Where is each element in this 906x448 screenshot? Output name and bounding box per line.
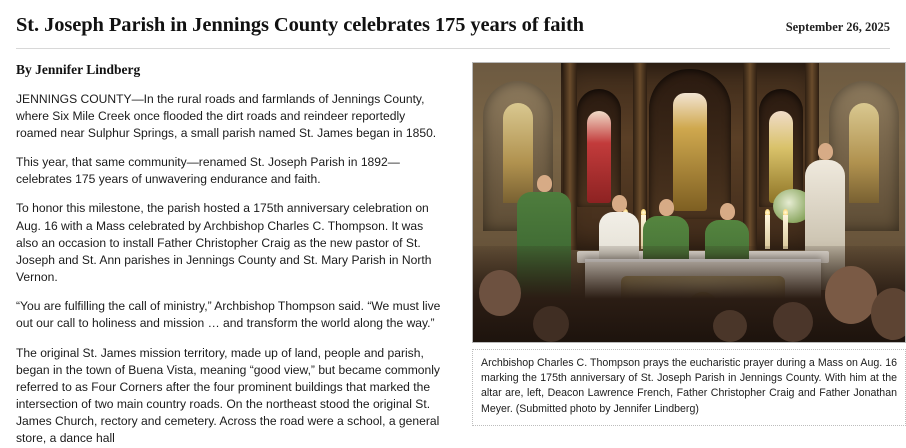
article-paragraph: “You are fulfilling the call of ministry,” Archbishop Thompson said. “We must live out our call to holiness and mission … and transform the world along the way.” <box>16 299 441 331</box>
publication-date: September 26, 2025 <box>785 20 890 34</box>
figure-head <box>659 199 674 216</box>
saint-statue-center <box>673 93 707 211</box>
congregant-head <box>773 302 813 342</box>
congregant-head <box>825 266 877 324</box>
article-paragraph: JENNINGS COUNTY—In the rural roads and farmlands of Jennings County, where Six Mile Creek once flooded the dirt roads and reindeer reportedly roamed near Sulphur Springs, a small parish named St. James began in 1850. <box>16 91 437 140</box>
congregant-head <box>533 306 569 342</box>
congregant-head <box>871 288 905 340</box>
article-paragraph: The original St. James mission territory, made up of land, people and parish, began in the town of Buena Vista, meaning “good view,” but became commonly referred to as Four Corners after the four prominent buildings that marked the intersection of two main country roads. On the northeast stood the original St. James Church, rectory and cemetery. Across the road were a school, a general store, a dance hall <box>16 345 440 446</box>
photo-caption-box <box>472 349 906 426</box>
saint-statue-left <box>587 111 611 203</box>
altar-candle <box>765 215 770 249</box>
congregation-foreground <box>473 246 905 342</box>
figure-head <box>537 175 552 192</box>
article-body <box>16 61 897 448</box>
article-photo <box>472 62 906 343</box>
altar-candle <box>783 215 788 249</box>
article-header <box>16 14 890 49</box>
figure-head <box>612 195 627 212</box>
photo-column <box>472 62 906 448</box>
reredos-pillar <box>743 63 757 250</box>
page-title: St. Joseph Parish in Jennings County celebrates 175 years of faith <box>16 14 584 36</box>
stained-glass-window-left <box>503 103 533 203</box>
byline: By Jennifer Lindberg <box>16 61 141 77</box>
article-paragraph: This year, that same community—renamed St. Joseph Parish in 1892—celebrates 175 years of unwavering endurance and faith. <box>16 155 400 187</box>
church-mass-photo <box>473 63 905 342</box>
photo-caption: Archbishop Charles C. Thompson prays the eucharistic prayer during a Mass on Aug. 16 marking the 175th anniversary of St. Joseph Parish in Jennings County. With him at the altar are, left, Deacon Lawrence French, Father Christopher Craig and Father Jonathan Meyer. (Submitted photo by Jennifer Lindberg) <box>481 356 897 415</box>
congregant-head <box>479 270 521 316</box>
text-column <box>16 62 446 448</box>
stained-glass-window-right <box>849 103 879 203</box>
congregant-head <box>713 310 747 342</box>
article-paragraph: To honor this milestone, the parish hosted a 175th anniversary celebration on Aug. 16 with a Mass celebrated by Archbishop Charles C. Thompson. It was also an occasion to install Father Christopher Craig as the new pastor of St. Joseph and St. Ann parishes in Jennings County and St. Mary Parish in North Vernon. <box>16 201 432 285</box>
figure-head <box>720 203 735 220</box>
figure-head <box>818 143 833 160</box>
